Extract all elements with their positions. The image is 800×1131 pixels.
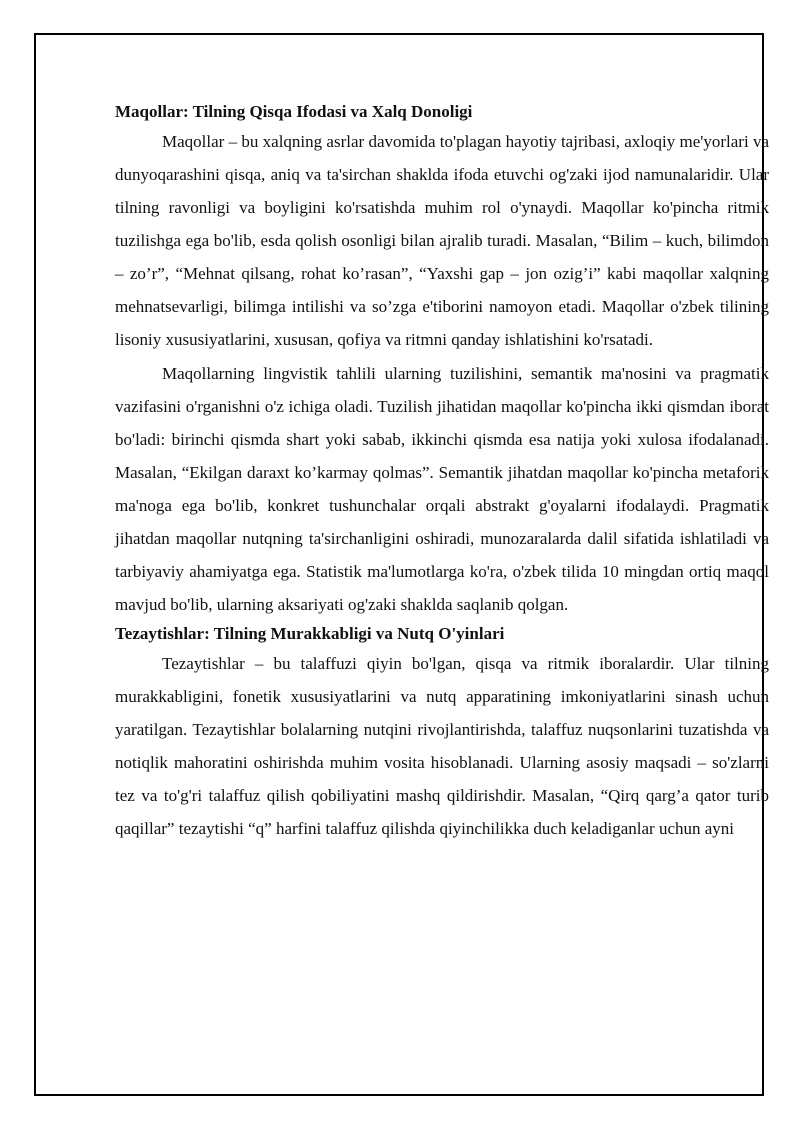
paragraph: Maqollarning lingvistik tahlili ularning tuzilishini, semantik ma'nosini va pragmatik vazifasini o'rganishni o'z ichiga oladi. Tuzilish jihatidan maqollar ko'pincha ikki qismdan iborat bo'ladi: birinchi qismda shart yoki sabab, ikkinchi qismda esa natija yoki xulosa ifodalanadi. Masalan, “Ekilgan daraxt ko’karmay qolmas”. Semantik jihatdan maqollar ko'pincha metaforik ma'noga ega bo'lib, konkret tushunchalar orqali abstrakt g'oyalarni ifodalaydi. Pragmatik jihatdan maqollar nutqning ta'sirchanligini oshiradi, munozaralarda dalil sifatida ishlatiladi va tarbiyaviy ahamiyatga ega. Statistik ma'lumotlarga ko'ra, o'zbek tilida 10 mingdan ortiq maqol mavjud bo'lib, ularning aksariyati og'zaki shaklda saqlanib qolgan.	[115, 364, 769, 614]
paragraph: Tezaytishlar – bu talaffuzi qiyin bo'lgan, qisqa va ritmik iboralardir. Ular tilning murakkabligini, fonetik xususiyatlarini va nutq apparatining imkoniyatlarini sinash uchun yaratilgan. Tezaytishlar bolalarning nutqini rivojlantirishda, talaffuz nuqsonlarini tuzatishda va notiqlik mahoratini oshirishda muhim vosita hisoblanadi. Ularning asosiy maqsadi – so'zlarni tez va to'g'ri talaffuz qilish qobiliyatini mashq qildirishdir. Masalan, “Qirq qarg’a qator turib qaqillar” tezaytishi “q” harfini talaffuz qilishda qiyinchilikka duch keladiganlar uchun ayni	[115, 654, 769, 838]
section-heading-maqollar: Maqollar: Tilning Qisqa Ifodasi va Xalq Donoligi	[115, 102, 473, 121]
section-heading-tezaytishlar: Tezaytishlar: Tilning Murakkabligi va Nutq O'yinlari	[115, 624, 505, 643]
document-body	[115, 99, 769, 845]
paragraph: Maqollar – bu xalqning asrlar davomida to'plagan hayotiy tajribasi, axloqiy me'yorlari va dunyoqarashini qisqa, aniq va ta'sirchan shaklda ifoda etuvchi og'zaki ijod namunalaridir. Ular tilning ravonligi va boyligini ko'rsatishda muhim rol o'ynaydi. Maqollar ko'pincha ritmik tuzilishga ega bo'lib, esda qolish osonligi bilan ajralib turadi. Masalan, “Bilim – kuch, bilimdon – zo’r”, “Mehnat qilsang, rohat ko’rasan”, “Yaxshi gap – jon ozig’i” kabi maqollar xalqning mehnatsevarligi, bilimga intilishi va so’zga e'tiborini namoyon etadi. Maqollar o'zbek tilining lisoniy xususiyatlarini, xususan, qofiya va ritmni qanday ishlatishini ko'rsatadi.	[115, 132, 769, 349]
